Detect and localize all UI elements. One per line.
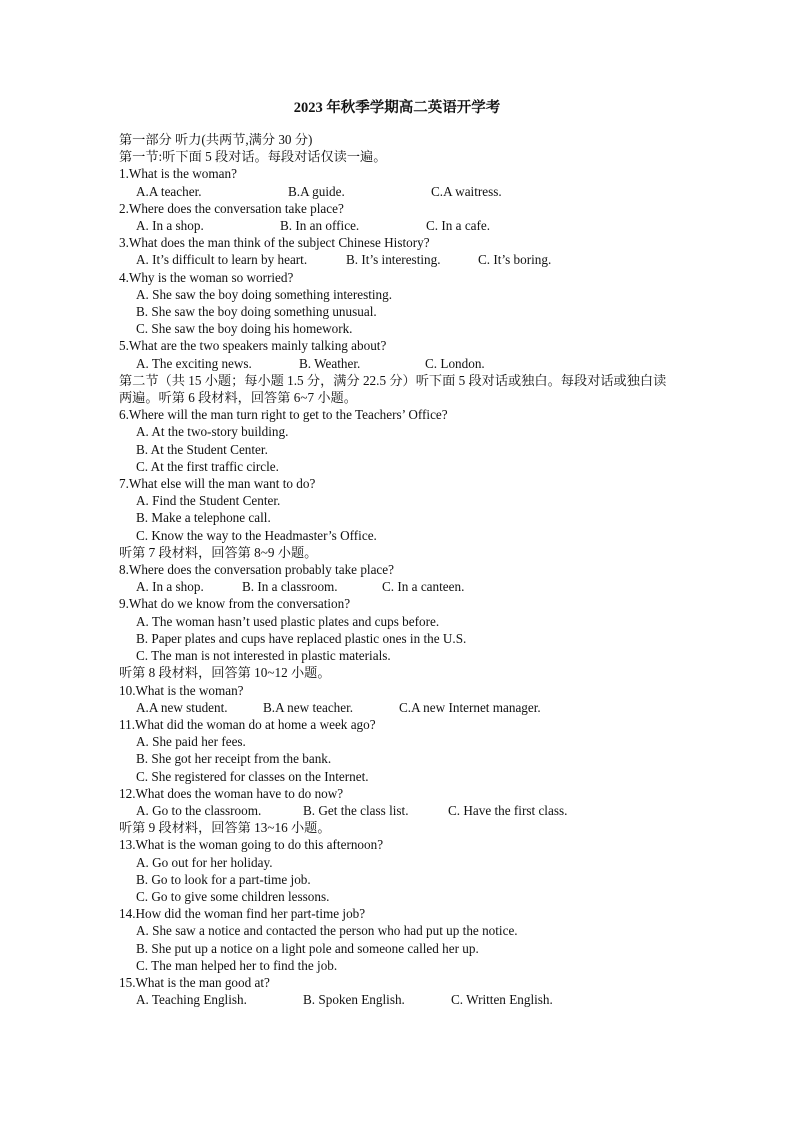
- option-a: A. She saw the boy doing something interesting.: [136, 286, 393, 302]
- question-stem: 3.What does the man think of the subject Chinese History?: [119, 235, 430, 251]
- option-a: A. Teaching English.: [136, 992, 247, 1008]
- question-stem: 6.Where will the man turn right to get to the Teachers’ Office?: [119, 407, 448, 423]
- option-c: C. The man helped her to find the job.: [136, 957, 338, 973]
- question-stem: 2.Where does the conversation take place?: [119, 200, 344, 216]
- option-a: A. In a shop.: [136, 218, 204, 234]
- option-c: C.A new Internet manager.: [399, 699, 541, 715]
- option-b: B. Weather.: [299, 355, 361, 371]
- options-row: [119, 251, 679, 268]
- option-c: C. Know the way to the Headmaster’s Office.: [136, 527, 377, 543]
- question-stem: 9.What do we know from the conversation?: [119, 596, 351, 612]
- options-row: [119, 578, 679, 595]
- option-b: B. Go to look for a part-time job.: [136, 871, 311, 887]
- option-b: B. At the Student Center.: [136, 441, 268, 457]
- exam-content: [119, 131, 679, 1008]
- question-stem: 10.What is the woman?: [119, 682, 244, 698]
- option-c: C. London.: [425, 355, 485, 371]
- option-a: A. The woman hasn’t used plastic plates and cups before.: [136, 613, 440, 629]
- option-c: C. Have the first class.: [448, 802, 568, 818]
- option-b: B. Paper plates and cups have replaced plastic ones in the U.S.: [136, 630, 467, 646]
- question-stem: 14.How did the woman find her part-time job?: [119, 906, 366, 922]
- option-c: C. In a canteen.: [382, 579, 465, 595]
- option-c: C. Written English.: [451, 992, 553, 1008]
- question-stem: 12.What does the woman have to do now?: [119, 785, 344, 801]
- option-c: C. At the first traffic circle.: [136, 458, 279, 474]
- question-stem: 11.What did the woman do at home a week ago?: [119, 716, 376, 732]
- option-b: B.A new teacher.: [263, 699, 354, 715]
- option-a: A. She paid her fees.: [136, 734, 246, 750]
- question-stem: 4.Why is the woman so worried?: [119, 269, 294, 285]
- option-c: C.A waitress.: [431, 183, 502, 199]
- option-a: A. She saw a notice and contacted the person who had put up the notice.: [136, 923, 518, 939]
- option-b: B. She got her receipt from the bank.: [136, 751, 332, 767]
- material-instruction: 听第 8 段材料，回答第 10~12 小题。: [119, 665, 331, 681]
- option-c: C. It’s boring.: [478, 252, 552, 268]
- option-b: B. Get the class list.: [303, 802, 409, 818]
- option-a: A. Go to the classroom.: [136, 802, 262, 818]
- option-b: B.A guide.: [288, 183, 345, 199]
- option-c: C. In a cafe.: [426, 218, 491, 234]
- options-row: [119, 183, 679, 200]
- question-stem: 1.What is the woman?: [119, 166, 237, 182]
- option-a: A. Find the Student Center.: [136, 493, 281, 509]
- section-2-instructions: 第二节（共 15 小题；每小题 1.5 分，满分 22.5 分）听下面 5 段对话或独白。每段对话或独白读两遍。听第 6 段材料，回答第 6~7 小题。: [119, 372, 667, 406]
- material-instruction: 听第 9 段材料，回答第 13~16 小题。: [119, 820, 331, 836]
- option-a: A. It’s difficult to learn by heart.: [136, 252, 308, 268]
- option-a: A.A new student.: [136, 699, 228, 715]
- question-stem: 8.Where does the conversation probably take place?: [119, 562, 394, 578]
- options-row: [119, 699, 679, 716]
- question-stem: 7.What else will the man want to do?: [119, 476, 316, 492]
- option-b: B. In an office.: [280, 218, 360, 234]
- option-a: A. In a shop.: [136, 579, 204, 595]
- options-row: [119, 355, 679, 372]
- option-c: C. The man is not interested in plastic materials.: [136, 648, 391, 664]
- page-title: 2023 年秋季学期高二英语开学考: [293, 100, 501, 116]
- question-stem: 13.What is the woman going to do this afternoon?: [119, 837, 384, 853]
- options-row: [119, 217, 679, 234]
- option-a: A.A teacher.: [136, 183, 202, 199]
- section-1-instructions: 第一节:听下面 5 段对话。每段对话仅读一遍。: [119, 149, 387, 165]
- question-stem: 15.What is the man good at?: [119, 974, 270, 990]
- options-row: [119, 802, 679, 819]
- option-c: C. She saw the boy doing his homework.: [136, 321, 353, 337]
- option-b: B. In a classroom.: [242, 579, 338, 595]
- options-row: [119, 991, 679, 1008]
- option-b: B. It’s interesting.: [346, 252, 441, 268]
- part-heading: 第一部分 听力(共两节,满分 30 分): [119, 132, 313, 147]
- option-a: A. The exciting news.: [136, 355, 252, 371]
- material-instruction: 听第 7 段材料，回答第 8~9 小题。: [119, 544, 318, 560]
- option-a: A. Go out for her holiday.: [136, 854, 273, 870]
- option-c: C. Go to give some children lessons.: [136, 888, 330, 904]
- option-b: B. She saw the boy doing something unusual.: [136, 304, 377, 320]
- option-b: B. Spoken English.: [303, 992, 405, 1008]
- option-b: B. She put up a notice on a light pole and someone called her up.: [136, 940, 479, 956]
- option-c: C. She registered for classes on the Internet.: [136, 768, 369, 784]
- option-a: A. At the two-story building.: [136, 424, 289, 440]
- option-b: B. Make a telephone call.: [136, 510, 271, 526]
- question-stem: 5.What are the two speakers mainly talking about?: [119, 338, 387, 354]
